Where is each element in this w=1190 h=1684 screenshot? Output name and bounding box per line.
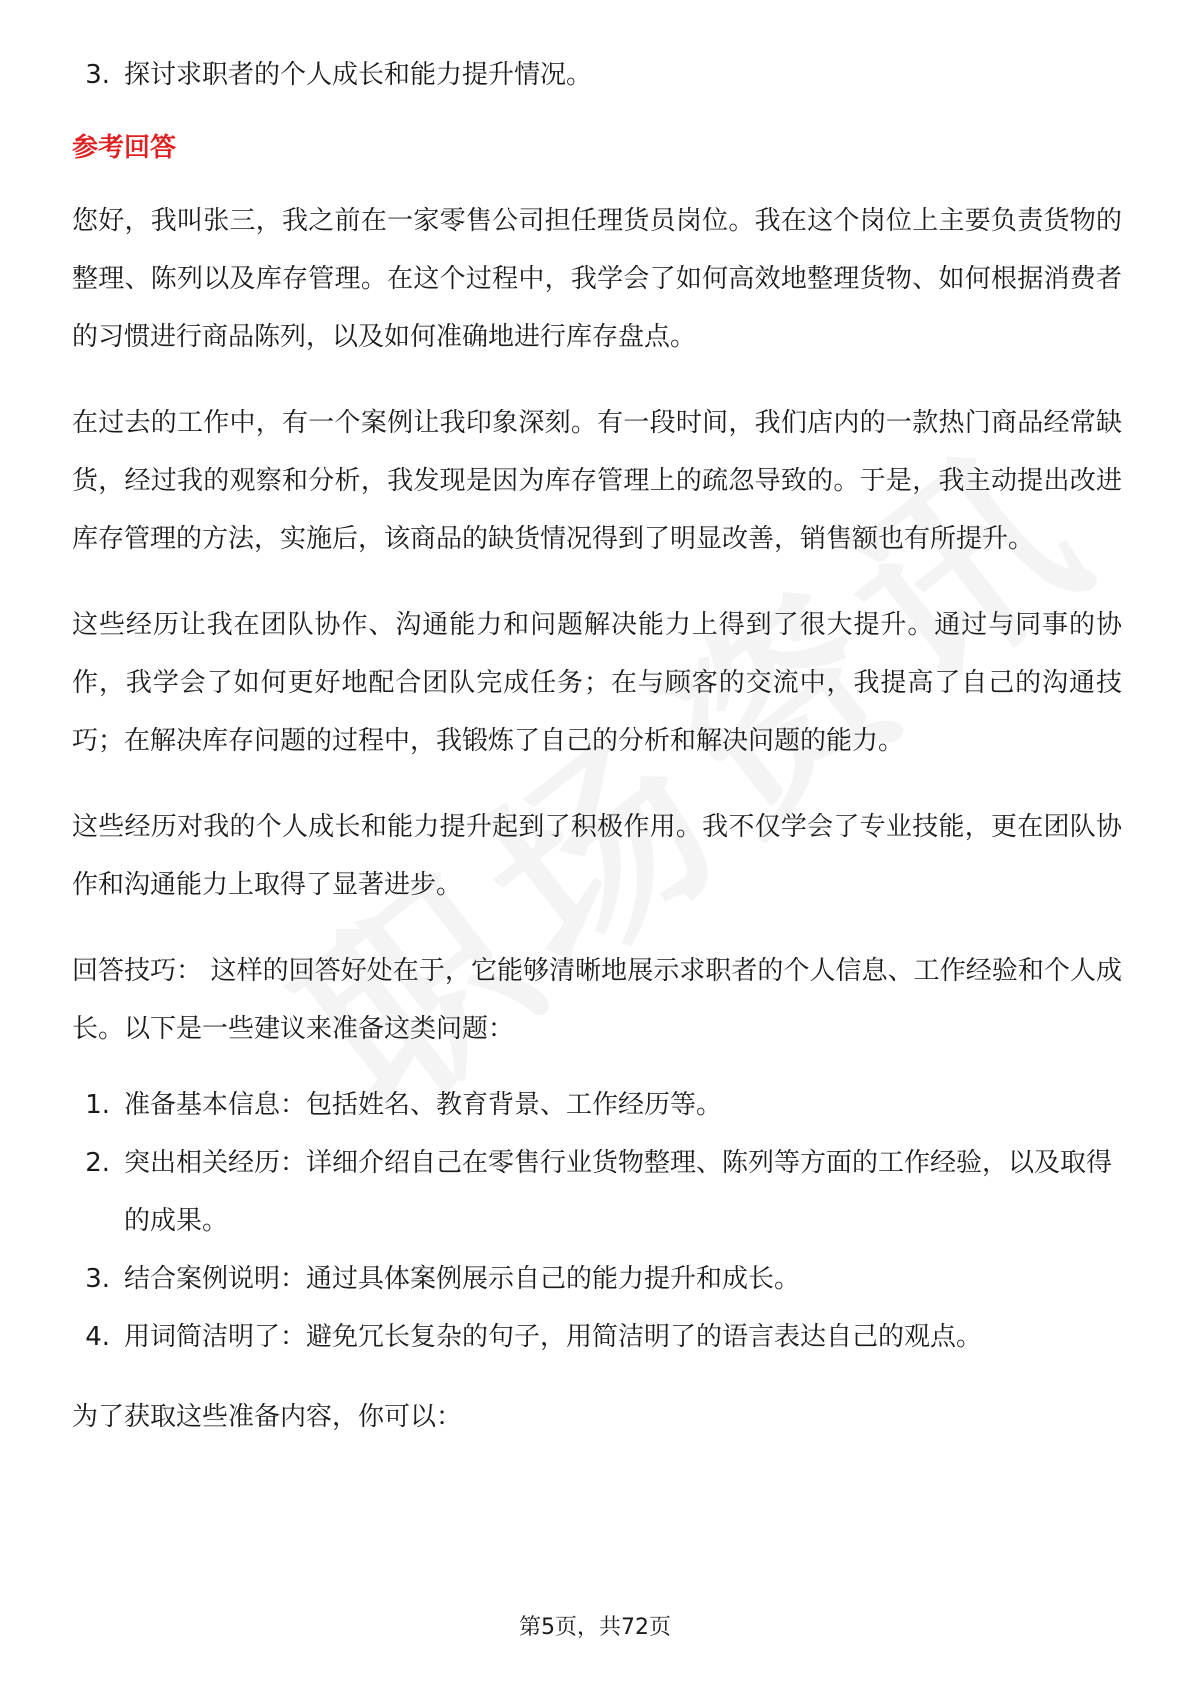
paragraph-closing: 为了获取这些准备内容，你可以： <box>72 1402 463 1432</box>
paragraph-intro: 您好，我叫张三，我之前在一家零售公司担任理货员岗位。我在这个岗位上主要负责货物的整理、陈列以及库存管理。在这个过程中，我学会了如何高效地整理货物、如何根据消费者的习惯进行商品陈列，以及如何准确地进行库存盘点。 <box>72 206 1122 352</box>
paragraph-summary: 这些经历对我的个人成长和能力提升起到了积极作用。我不仅学会了专业技能，更在团队协作和沟通能力上取得了显著进步。 <box>72 812 1122 900</box>
list-item <box>72 46 1122 104</box>
list-item <box>72 1134 1122 1250</box>
list-item <box>72 1250 1122 1308</box>
section-title: 参考回答 <box>72 133 177 163</box>
list-item-number: 3. <box>85 1264 110 1294</box>
list-item-number: 2. <box>85 1148 110 1178</box>
list-item-text: 探讨求职者的个人成长和能力提升情况。 <box>124 60 593 90</box>
top-numbered-list <box>72 46 1122 104</box>
list-item <box>72 1308 1122 1366</box>
list-item <box>72 1076 1122 1134</box>
page-content <box>72 46 1122 1474</box>
list-item-text: 用词简洁明了：避免冗长复杂的句子，用简洁明了的语言表达自己的观点。 <box>124 1322 983 1352</box>
list-item-number: 1. <box>85 1090 110 1120</box>
list-item-number: 4. <box>85 1322 110 1352</box>
paragraph-tips-intro: 回答技巧： 这样的回答好处在于，它能够清晰地展示求职者的个人信息、工作经验和个人成长。以下是一些建议来准备这类问题： <box>72 956 1122 1044</box>
paragraph-case: 在过去的工作中，有一个案例让我印象深刻。有一段时间，我们店内的一款热门商品经常缺货，经过我的观察和分析，我发现是因为库存管理上的疏忽导致的。于是，我主动提出改进库存管理的方法，实施后，该商品的缺货情况得到了明显改善，销售额也有所提升。 <box>72 408 1122 554</box>
list-item-text: 结合案例说明：通过具体案例展示自己的能力提升和成长。 <box>124 1264 801 1294</box>
page-footer: 第5页，共72页 <box>519 1615 671 1640</box>
paragraph-growth: 这些经历让我在团队协作、沟通能力和问题解决能力上得到了很大提升。通过与同事的协作，我学会了如何更好地配合团队完成任务；在与顾客的交流中，我提高了自己的沟通技巧；在解决库存问题的过程中，我锻炼了自己的分析和解决问题的能力。 <box>72 610 1122 756</box>
list-item-text: 准备基本信息：包括姓名、教育背景、工作经历等。 <box>124 1090 723 1120</box>
list-item-text: 突出相关经历：详细介绍自己在零售行业货物整理、陈列等方面的工作经验，以及取得的成果。 <box>124 1148 1113 1236</box>
list-item-number: 3. <box>85 60 110 90</box>
tips-numbered-list <box>72 1076 1122 1366</box>
